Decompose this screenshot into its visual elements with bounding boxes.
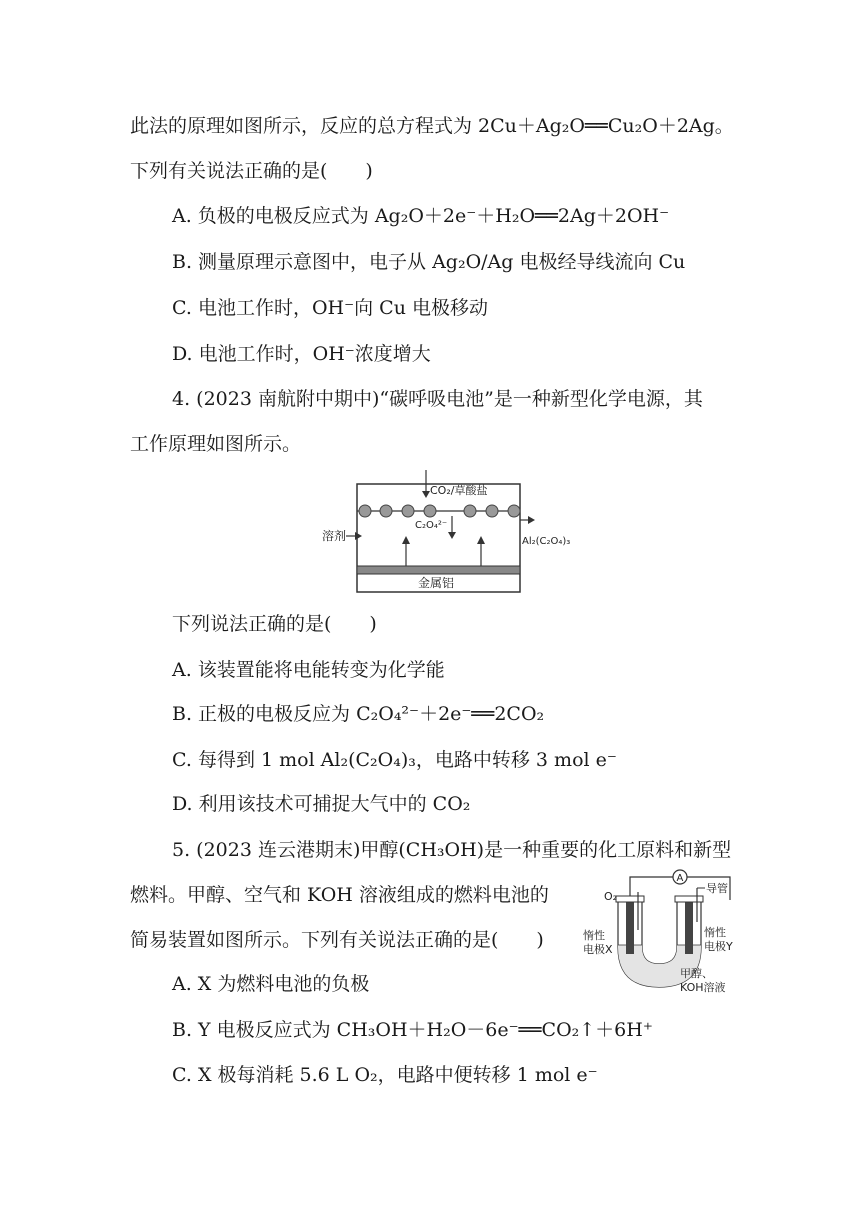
fuel-cell-diagram: [580, 852, 740, 1002]
electrode-y-label-2: 电极Y: [704, 940, 733, 953]
q3-option-d: D. 电池工作时，OH⁻浓度增大: [172, 343, 431, 365]
tube-label: 导管: [706, 882, 728, 895]
co2-oxalate-label: CO₂/草酸盐: [430, 484, 488, 497]
q4-option-b: B. 正极的电极反应为 C₂O₄²⁻＋2e⁻══2CO₂: [172, 703, 545, 725]
q4-stem-line-1: 4. (2023 南航附中期中)“碳呼吸电池”是一种新型化学电源，其: [172, 388, 703, 410]
q4-stem-line-2: 工作原理如图所示。: [130, 433, 302, 455]
q4-option-a: A. 该装置能将电能转变为化学能: [172, 659, 445, 681]
ammeter-label: A: [676, 873, 684, 884]
aluminum-oxalate-label: Al₂(C₂O₄)₃: [522, 536, 571, 547]
oxygen-label: O₂: [604, 890, 618, 903]
q4-option-c: C. 每得到 1 mol Al₂(C₂O₄)₃，电路中转移 3 mol e⁻: [172, 749, 617, 771]
q3-option-b: B. 测量原理示意图中，电子从 Ag₂O/Ag 电极经导线流向 Cu: [172, 251, 686, 273]
solution-label-2: KOH溶液: [680, 981, 726, 994]
carbon-battery-diagram: [310, 468, 610, 598]
electrode-x-label-2: 电极X: [583, 943, 613, 956]
electrode-x-label-1: 惰性: [583, 929, 605, 942]
q4-option-d: D. 利用该技术可捕捉大气中的 CO₂: [172, 793, 471, 815]
intro-line-1: 此法的原理如图所示，反应的总方程式为 2Cu＋Ag₂O══Cu₂O＋2Ag。: [130, 115, 734, 137]
q5-option-b: B. Y 电极反应式为 CH₃OH＋H₂O－6e⁻══CO₂↑＋6H⁺: [172, 1019, 653, 1041]
q5-stem-line-3: 简易装置如图所示。下列有关说法正确的是( ): [130, 929, 544, 951]
aluminum-metal-label: 金属铝: [418, 576, 455, 590]
oxalate-ion-label: C₂O₄²⁻: [415, 520, 448, 531]
q5-stem-line-2: 燃料。甲醇、空气和 KOH 溶液组成的燃料电池的: [130, 884, 549, 906]
q5-stem-line-1: 5. (2023 连云港期末)甲醇(CH₃OH)是一种重要的化工原料和新型: [172, 839, 732, 861]
solvent-label: 溶剂: [322, 529, 347, 543]
q3-option-a: A. 负极的电极反应式为 Ag₂O＋2e⁻＋H₂O══2Ag＋2OH⁻: [172, 205, 670, 227]
q5-option-c: C. X 极每消耗 5.6 L O₂，电路中便转移 1 mol e⁻: [172, 1064, 598, 1086]
solution-label-1: 甲醇、: [680, 967, 713, 980]
electrode-y-label-1: 惰性: [704, 926, 726, 939]
intro-line-2: 下列有关说法正确的是( ): [130, 160, 373, 182]
q3-option-c: C. 电池工作时，OH⁻向 Cu 电极移动: [172, 297, 488, 319]
q5-option-a: A. X 为燃料电池的负极: [172, 973, 370, 995]
q4-prompt: 下列说法正确的是( ): [172, 613, 377, 635]
